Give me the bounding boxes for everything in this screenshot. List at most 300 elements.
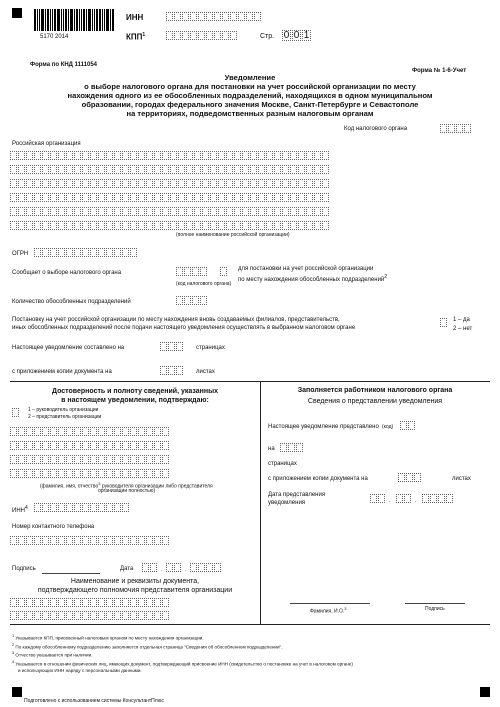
- input-cell[interactable]: [170, 151, 177, 160]
- copies-count-cells[interactable]: [160, 366, 184, 375]
- input-cell[interactable]: [66, 221, 73, 230]
- input-cell[interactable]: [274, 165, 281, 174]
- input-cell[interactable]: [430, 494, 437, 503]
- input-cell[interactable]: [106, 598, 113, 607]
- input-cell[interactable]: [290, 193, 297, 202]
- input-cell[interactable]: [82, 598, 89, 607]
- input-cell[interactable]: [288, 443, 295, 452]
- input-cell[interactable]: [130, 441, 137, 450]
- input-cell[interactable]: [34, 536, 41, 545]
- input-cell[interactable]: [74, 441, 81, 450]
- input-cell[interactable]: [178, 221, 185, 230]
- input-cell[interactable]: [26, 165, 33, 174]
- input-cell[interactable]: [422, 494, 429, 503]
- input-cell[interactable]: [10, 165, 17, 174]
- input-cell[interactable]: [234, 221, 241, 230]
- phone-cells[interactable]: [10, 536, 170, 545]
- input-cell[interactable]: [34, 469, 41, 478]
- input-cell[interactable]: [162, 455, 169, 464]
- input-cell[interactable]: [146, 179, 153, 188]
- purpose-code-cell[interactable]: [220, 267, 228, 276]
- input-cell[interactable]: [34, 441, 41, 450]
- input-cell[interactable]: [122, 248, 129, 257]
- input-cell[interactable]: [298, 207, 305, 216]
- input-cell[interactable]: [50, 151, 57, 160]
- input-cell[interactable]: [58, 455, 65, 464]
- input-cell[interactable]: [314, 179, 321, 188]
- input-cell[interactable]: [218, 179, 225, 188]
- input-cell[interactable]: [146, 598, 153, 607]
- input-cell[interactable]: [290, 207, 297, 216]
- input-cell[interactable]: [26, 427, 33, 436]
- input-cell[interactable]: [242, 179, 249, 188]
- input-cell[interactable]: [186, 151, 193, 160]
- registration-answer-cell[interactable]: [440, 318, 448, 327]
- input-cell[interactable]: [130, 611, 137, 620]
- input-cell[interactable]: [170, 165, 177, 174]
- input-cell[interactable]: [82, 221, 89, 230]
- input-cell[interactable]: [456, 124, 463, 133]
- input-cell[interactable]: [58, 469, 65, 478]
- input-cell[interactable]: [58, 165, 65, 174]
- input-cell[interactable]: [174, 12, 181, 21]
- input-cell[interactable]: [162, 469, 169, 478]
- input-cell[interactable]: [106, 427, 113, 436]
- date-year-cells[interactable]: [190, 563, 222, 572]
- input-cell[interactable]: [138, 221, 145, 230]
- input-cell[interactable]: [82, 193, 89, 202]
- input-cell[interactable]: [396, 494, 403, 503]
- input-cell[interactable]: [74, 248, 81, 257]
- input-cell[interactable]: [464, 124, 471, 133]
- input-cell[interactable]: [26, 455, 33, 464]
- input-cell[interactable]: [322, 179, 329, 188]
- input-cell[interactable]: [106, 536, 113, 545]
- input-cell[interactable]: [218, 193, 225, 202]
- organization-name-row[interactable]: [10, 165, 330, 174]
- input-cell[interactable]: [296, 443, 303, 452]
- input-cell[interactable]: [370, 494, 377, 503]
- input-cell[interactable]: [90, 248, 97, 257]
- input-cell[interactable]: [210, 221, 217, 230]
- input-cell[interactable]: [58, 179, 65, 188]
- input-cell[interactable]: [306, 207, 313, 216]
- input-cell[interactable]: [186, 193, 193, 202]
- input-cell[interactable]: [82, 151, 89, 160]
- input-cell[interactable]: [162, 193, 169, 202]
- input-cell[interactable]: [18, 165, 25, 174]
- input-cell[interactable]: [258, 151, 265, 160]
- input-cell[interactable]: [170, 221, 177, 230]
- input-cell[interactable]: [138, 469, 145, 478]
- input-cell[interactable]: [18, 536, 25, 545]
- input-cell[interactable]: [10, 536, 17, 545]
- input-cell[interactable]: [186, 165, 193, 174]
- input-cell[interactable]: [322, 193, 329, 202]
- input-cell[interactable]: [66, 469, 73, 478]
- input-cell[interactable]: [130, 151, 137, 160]
- input-cell[interactable]: [90, 427, 97, 436]
- input-cell[interactable]: [210, 207, 217, 216]
- input-cell[interactable]: [74, 207, 81, 216]
- input-cell[interactable]: [186, 179, 193, 188]
- input-cell[interactable]: [178, 193, 185, 202]
- input-cell[interactable]: [146, 193, 153, 202]
- input-cell[interactable]: [122, 207, 129, 216]
- input-cell[interactable]: [266, 151, 273, 160]
- input-cell[interactable]: [42, 165, 49, 174]
- input-cell[interactable]: [18, 611, 25, 620]
- input-cell[interactable]: [306, 151, 313, 160]
- input-cell[interactable]: [42, 503, 49, 512]
- input-cell[interactable]: [322, 165, 329, 174]
- input-cell[interactable]: [130, 248, 137, 257]
- input-cell[interactable]: [258, 207, 265, 216]
- input-cell[interactable]: [274, 207, 281, 216]
- input-cell[interactable]: [98, 165, 105, 174]
- input-cell[interactable]: [90, 207, 97, 216]
- input-cell[interactable]: [146, 455, 153, 464]
- input-cell[interactable]: [150, 563, 157, 572]
- officer-name-line[interactable]: [290, 603, 370, 604]
- input-cell[interactable]: [58, 611, 65, 620]
- input-cell[interactable]: [114, 221, 121, 230]
- input-cell[interactable]: [178, 165, 185, 174]
- input-cell[interactable]: [166, 31, 173, 40]
- input-cell[interactable]: [218, 221, 225, 230]
- input-cell[interactable]: [74, 598, 81, 607]
- input-cell[interactable]: [168, 366, 175, 375]
- input-cell[interactable]: [266, 165, 273, 174]
- input-cell[interactable]: [42, 193, 49, 202]
- input-cell[interactable]: [250, 179, 257, 188]
- input-cell[interactable]: [210, 193, 217, 202]
- input-cell[interactable]: [290, 179, 297, 188]
- input-cell[interactable]: [298, 179, 305, 188]
- input-cell[interactable]: [138, 151, 145, 160]
- input-cell[interactable]: [90, 536, 97, 545]
- input-cell[interactable]: [66, 248, 73, 257]
- input-cell[interactable]: [226, 207, 233, 216]
- input-cell[interactable]: [154, 165, 161, 174]
- input-cell[interactable]: [34, 193, 41, 202]
- input-cell[interactable]: [122, 221, 129, 230]
- input-cell[interactable]: [258, 221, 265, 230]
- input-cell[interactable]: [162, 598, 169, 607]
- input-cell[interactable]: [194, 165, 201, 174]
- input-cell[interactable]: [26, 193, 33, 202]
- input-cell[interactable]: [146, 469, 153, 478]
- input-cell[interactable]: [98, 221, 105, 230]
- input-cell[interactable]: [50, 221, 57, 230]
- input-cell[interactable]: [74, 193, 81, 202]
- submitted-copies-cells[interactable]: [398, 473, 422, 482]
- input-cell[interactable]: [26, 598, 33, 607]
- input-cell[interactable]: [220, 267, 227, 276]
- input-cell[interactable]: [314, 207, 321, 216]
- input-cell[interactable]: [42, 207, 49, 216]
- input-cell[interactable]: [10, 598, 17, 607]
- input-cell[interactable]: [154, 151, 161, 160]
- input-cell[interactable]: [106, 455, 113, 464]
- input-cell[interactable]: [170, 193, 177, 202]
- input-cell[interactable]: [184, 267, 191, 276]
- signer-name-row[interactable]: [10, 455, 170, 464]
- input-cell[interactable]: [66, 611, 73, 620]
- input-cell[interactable]: [174, 31, 181, 40]
- input-cell[interactable]: [50, 179, 57, 188]
- input-cell[interactable]: [398, 473, 405, 482]
- input-cell[interactable]: [74, 427, 81, 436]
- input-cell[interactable]: [10, 179, 17, 188]
- input-cell[interactable]: [282, 151, 289, 160]
- input-cell[interactable]: [146, 536, 153, 545]
- input-cell[interactable]: [58, 598, 65, 607]
- input-cell[interactable]: [122, 455, 129, 464]
- input-cell[interactable]: [226, 193, 233, 202]
- input-cell[interactable]: [246, 12, 253, 21]
- input-cell[interactable]: [184, 296, 191, 305]
- input-cell[interactable]: [58, 248, 65, 257]
- signer-type-cell[interactable]: [12, 408, 20, 417]
- input-cell[interactable]: [98, 207, 105, 216]
- input-cell[interactable]: [82, 503, 89, 512]
- input-cell[interactable]: [322, 207, 329, 216]
- authority-document-row[interactable]: [10, 611, 170, 620]
- input-cell[interactable]: [10, 469, 17, 478]
- input-cell[interactable]: [192, 267, 199, 276]
- input-cell[interactable]: [42, 611, 49, 620]
- input-cell[interactable]: [34, 427, 41, 436]
- input-cell[interactable]: [238, 12, 245, 21]
- input-cell[interactable]: [282, 193, 289, 202]
- input-cell[interactable]: [18, 207, 25, 216]
- input-cell[interactable]: [198, 12, 205, 21]
- input-cell[interactable]: [58, 536, 65, 545]
- input-cell[interactable]: [98, 427, 105, 436]
- input-cell[interactable]: [306, 179, 313, 188]
- input-cell[interactable]: [82, 469, 89, 478]
- input-cell[interactable]: [154, 469, 161, 478]
- input-cell[interactable]: [210, 179, 217, 188]
- signer-name-row[interactable]: [10, 427, 170, 436]
- input-cell[interactable]: [322, 221, 329, 230]
- input-cell[interactable]: [18, 441, 25, 450]
- input-cell[interactable]: [194, 179, 201, 188]
- input-cell[interactable]: [400, 421, 407, 430]
- input-cell[interactable]: [114, 151, 121, 160]
- organization-name-row[interactable]: [10, 151, 330, 160]
- input-cell[interactable]: [106, 221, 113, 230]
- subdivision-count-cells[interactable]: [176, 296, 208, 305]
- input-cell[interactable]: [162, 165, 169, 174]
- input-cell[interactable]: [234, 151, 241, 160]
- inn-cells[interactable]: [166, 12, 262, 21]
- organization-name-row[interactable]: [10, 193, 330, 202]
- input-cell[interactable]: [90, 165, 97, 174]
- input-cell[interactable]: [154, 455, 161, 464]
- input-cell[interactable]: [18, 151, 25, 160]
- input-cell[interactable]: [90, 193, 97, 202]
- input-cell[interactable]: [106, 611, 113, 620]
- input-cell[interactable]: [198, 31, 205, 40]
- input-cell[interactable]: [214, 563, 221, 572]
- input-cell[interactable]: [106, 151, 113, 160]
- input-cell[interactable]: [82, 248, 89, 257]
- input-cell[interactable]: [114, 469, 121, 478]
- input-cell[interactable]: [162, 611, 169, 620]
- input-cell[interactable]: [18, 221, 25, 230]
- input-cell[interactable]: [162, 441, 169, 450]
- input-cell[interactable]: [146, 427, 153, 436]
- organization-name-row[interactable]: [10, 207, 330, 216]
- input-cell[interactable]: [200, 267, 207, 276]
- input-cell[interactable]: [114, 536, 121, 545]
- input-cell[interactable]: [234, 179, 241, 188]
- input-cell[interactable]: [226, 179, 233, 188]
- signer-name-row[interactable]: [10, 441, 170, 450]
- input-cell[interactable]: [138, 536, 145, 545]
- input-cell[interactable]: [190, 563, 197, 572]
- input-cell[interactable]: [206, 563, 213, 572]
- submission-month-cells[interactable]: [396, 494, 412, 503]
- input-cell[interactable]: [114, 503, 121, 512]
- input-cell[interactable]: [146, 441, 153, 450]
- input-cell[interactable]: [90, 503, 97, 512]
- input-cell[interactable]: [82, 611, 89, 620]
- input-cell[interactable]: [142, 563, 149, 572]
- input-cell[interactable]: [274, 221, 281, 230]
- date-month-cells[interactable]: [166, 563, 182, 572]
- input-cell[interactable]: [146, 207, 153, 216]
- input-cell[interactable]: [290, 165, 297, 174]
- input-cell[interactable]: [440, 318, 447, 327]
- input-cell[interactable]: [282, 207, 289, 216]
- input-cell[interactable]: [58, 193, 65, 202]
- input-cell[interactable]: [90, 455, 97, 464]
- input-cell[interactable]: [250, 193, 257, 202]
- input-cell[interactable]: [26, 151, 33, 160]
- input-cell[interactable]: [90, 611, 97, 620]
- input-cell[interactable]: [274, 151, 281, 160]
- signer-name-row[interactable]: [10, 469, 170, 478]
- input-cell[interactable]: [214, 12, 221, 21]
- input-cell[interactable]: [146, 165, 153, 174]
- input-cell[interactable]: [10, 455, 17, 464]
- input-cell[interactable]: [282, 165, 289, 174]
- input-cell[interactable]: [154, 427, 161, 436]
- input-cell[interactable]: [226, 151, 233, 160]
- input-cell[interactable]: [214, 31, 221, 40]
- input-cell[interactable]: [98, 469, 105, 478]
- input-cell[interactable]: [146, 611, 153, 620]
- input-cell[interactable]: [218, 151, 225, 160]
- input-cell[interactable]: [178, 151, 185, 160]
- input-cell[interactable]: [138, 193, 145, 202]
- input-cell[interactable]: [50, 469, 57, 478]
- input-cell[interactable]: [42, 455, 49, 464]
- input-cell[interactable]: [74, 221, 81, 230]
- input-cell[interactable]: [242, 151, 249, 160]
- input-cell[interactable]: [182, 31, 189, 40]
- input-cell[interactable]: [448, 124, 455, 133]
- input-cell[interactable]: [290, 151, 297, 160]
- input-cell[interactable]: [176, 342, 183, 351]
- officer-signature-line[interactable]: [405, 603, 465, 604]
- input-cell[interactable]: [130, 455, 137, 464]
- input-cell[interactable]: [168, 342, 175, 351]
- input-cell[interactable]: [122, 536, 129, 545]
- input-cell[interactable]: [50, 503, 57, 512]
- input-cell[interactable]: [154, 193, 161, 202]
- input-cell[interactable]: [154, 179, 161, 188]
- input-cell[interactable]: [242, 165, 249, 174]
- input-cell[interactable]: [66, 179, 73, 188]
- input-cell[interactable]: [66, 503, 73, 512]
- input-cell[interactable]: [446, 494, 453, 503]
- input-cell[interactable]: [98, 611, 105, 620]
- input-cell[interactable]: [210, 165, 217, 174]
- input-cell[interactable]: [10, 193, 17, 202]
- input-cell[interactable]: [250, 165, 257, 174]
- input-cell[interactable]: [34, 207, 41, 216]
- input-cell[interactable]: [50, 455, 57, 464]
- input-cell[interactable]: [138, 441, 145, 450]
- input-cell[interactable]: [98, 536, 105, 545]
- input-cell[interactable]: [440, 124, 447, 133]
- input-cell[interactable]: [322, 151, 329, 160]
- input-cell[interactable]: [154, 221, 161, 230]
- input-cell[interactable]: [242, 221, 249, 230]
- input-cell[interactable]: [122, 151, 129, 160]
- organization-name-row[interactable]: [10, 179, 330, 188]
- input-cell[interactable]: [42, 598, 49, 607]
- input-cell[interactable]: [66, 207, 73, 216]
- input-cell[interactable]: [234, 207, 241, 216]
- input-cell[interactable]: [210, 151, 217, 160]
- input-cell[interactable]: [74, 455, 81, 464]
- input-cell[interactable]: [58, 207, 65, 216]
- input-cell[interactable]: [82, 427, 89, 436]
- input-cell[interactable]: [404, 494, 411, 503]
- input-cell[interactable]: [258, 193, 265, 202]
- input-cell[interactable]: [206, 12, 213, 21]
- input-cell[interactable]: [34, 455, 41, 464]
- input-cell[interactable]: [82, 536, 89, 545]
- input-cell[interactable]: [162, 427, 169, 436]
- input-cell[interactable]: [258, 179, 265, 188]
- input-cell[interactable]: [154, 598, 161, 607]
- input-cell[interactable]: [66, 598, 73, 607]
- input-cell[interactable]: [250, 221, 257, 230]
- input-cell[interactable]: [138, 179, 145, 188]
- input-cell[interactable]: [154, 207, 161, 216]
- input-cell[interactable]: [162, 179, 169, 188]
- input-cell[interactable]: [114, 611, 121, 620]
- input-cell[interactable]: [34, 179, 41, 188]
- input-cell[interactable]: [10, 611, 17, 620]
- input-cell[interactable]: [266, 207, 273, 216]
- input-cell[interactable]: [230, 31, 237, 40]
- input-cell[interactable]: [274, 193, 281, 202]
- input-cell[interactable]: [162, 536, 169, 545]
- input-cell[interactable]: [274, 179, 281, 188]
- input-cell[interactable]: [234, 193, 241, 202]
- input-cell[interactable]: [130, 179, 137, 188]
- input-cell[interactable]: [114, 455, 121, 464]
- input-cell[interactable]: [90, 221, 97, 230]
- input-cell[interactable]: [314, 151, 321, 160]
